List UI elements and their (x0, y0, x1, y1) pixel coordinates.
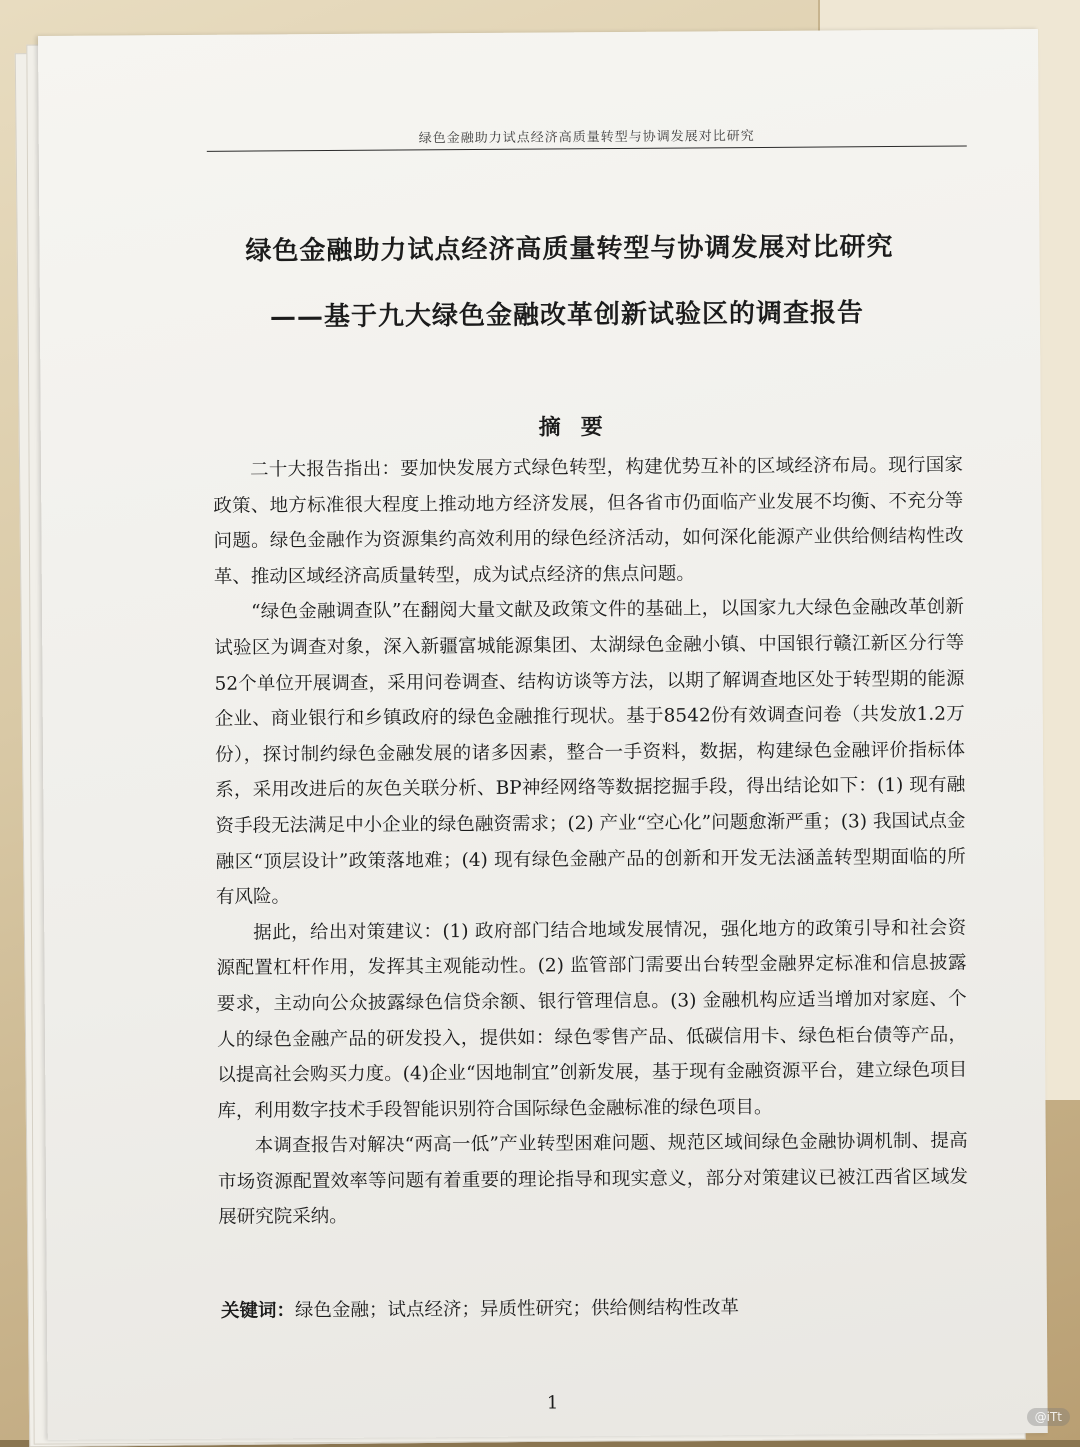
paragraph: “绿色金融调查队”在翻阅大量文献及政策文件的基础上，以国家九大绿色金融改革创新试验区为调查对象，深入新疆富城能源集团、太湖绿色金融小镇、中国银行赣江新区分行等52个单位开展调查，采用问卷调查、结构访谈等方法，以期了解调查地区处于转型期的能源企业、商业银行和乡镇政府的绿色金融推行现状。基于8542份有效调查问卷（共发放1.2万份），探讨制约绿色金融发展的诸多因素，整合一手资料，数据，构建绿色金融评价指标体系，采用改进后的灰色关联分析、BP神经网络等数据挖掘手段，得出结论如下：(1) 现有融资手段无法满足中小企业的绿色融资需求；(2) 产业“空心化”问题愈渐严重；(3) 我国试点金融区“顶层设计”政策落地难；(4) 现有绿色金融产品的创新和开发无法涵盖转型期面临的所有风险。 (214, 596, 966, 908)
keywords-line (221, 1291, 981, 1322)
running-header: 绿色金融助力试点经济高质量转型与协调发展对比研究 (418, 128, 755, 147)
document-page (38, 29, 1048, 1440)
keywords-label: 关键词： (220, 1300, 295, 1322)
watermark: @iTt (1027, 1408, 1070, 1426)
document-title: 绿色金融助力试点经济高质量转型与协调发展对比研究 (245, 232, 894, 267)
paragraph: 本调查报告对解决“两高一低”产业转型困难问题、规范区域间绿色金融协调机制、提高市场资源配置效率等问题有着重要的理论指导和现实意义，部分对策建议已被江西省区域发展研究院采纳。 (217, 1130, 969, 1229)
page-number: 1 (546, 1392, 559, 1414)
abstract-body (213, 448, 968, 1236)
keywords-text: 绿色金融；试点经济；异质性研究；供给侧结构性改革 (294, 1297, 739, 1322)
document-subtitle: ——基于九大绿色金融改革创新试验区的调查报告 (269, 298, 865, 333)
paragraph: 二十大报告指出：要加快发展方式绿色转型，构建优势互补的区域经济布局。现行国家政策、地方标准很大程度上推动地方经济发展，但各省市仍面临产业发展不均衡、不充分等问题。绿色金融作为资源集约高效利用的绿色经济活动，如何深化能源产业供给侧结构性改革、推动区域经济高质量转型，成为试点经济的焦点问题。 (213, 454, 964, 588)
paragraph: 据此，给出对策建议：(1) 政府部门结合地域发展情况，强化地方的政策引导和社会资源配置杠杆作用，发挥其主观能动性。(2) 监管部门需要出台转型金融界定标准和信息披露要求，主动向公众披露绿色信贷余额、银行管理信息。(3) 金融机构应适当增加对家庭、个人的绿色金融产品的研发投入，提供如：绿色零售产品、低碳信用卡、绿色柜台债等产品，以提高社会购买力度。(4)企业“因地制宜”创新发展，基于现有金融资源平台，建立绿色项目库，利用数字技术手段智能识别符合国际绿色金融标准的绿色项目。 (216, 917, 968, 1122)
abstract-heading: 摘要 (538, 413, 623, 441)
